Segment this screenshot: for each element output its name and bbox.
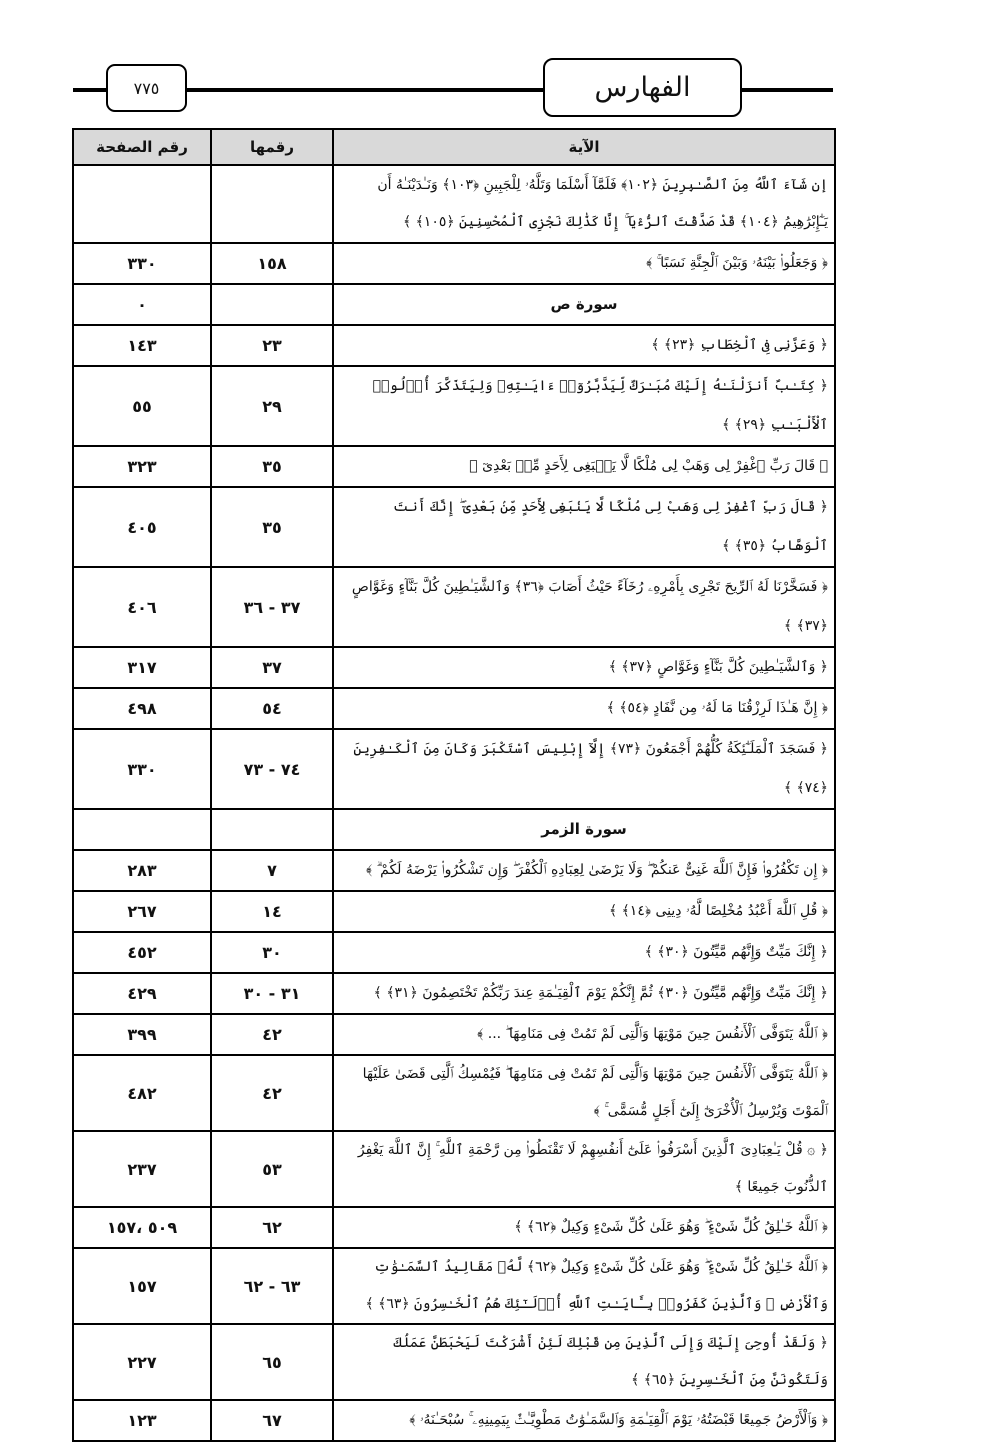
verse-number: ٣٥ [211,487,333,567]
verse-text: ﴿ فَسَجَدَ ٱلْمَلَـٰٓئِكَةُ كُلُّهُمْ أَجْمَعُونَ ﴿٧٣﴾ إِلَّآ إِبْلِيسَ ٱسْتَكْبَرَ وَكَانَ مِنَ ٱلْكَـٰفِرِينَ ﴿٧٤﴾ ﴾ [333,729,835,809]
page-reference: ٠ [73,284,211,325]
verse-number: ٣٧ [211,647,333,688]
verse-text: ﴿ ۞ قُلْ يَـٰعِبَادِىَ ٱلَّذِينَ أَسْرَفُوا۟ عَلَىٰٓ أَنفُسِهِمْ لَا تَقْنَطُوا۟ مِن رَّحْمَةِ ٱللَّهِ ۚ إِنَّ ٱللَّهَ يَغْفِرُ ٱلذُّنُوبَ جَمِيعًا ﴾ [333,1131,835,1207]
page-reference [73,165,211,243]
verse-number: ٦٣ - ٦٢ [211,1248,333,1324]
table-row [73,1014,835,1055]
table-row [73,1248,835,1324]
page-reference: ٤٠٦ [73,567,211,647]
verse-text: ﴿ إِنَّكَ مَيِّتٌ وَإِنَّهُم مَّيِّتُونَ ﴿٣٠﴾ ثُمَّ إِنَّكُمْ يَوْمَ ٱلْقِيَـٰمَةِ عِندَ رَبِّكُمْ تَخْتَصِمُونَ ﴿٣١﴾ ﴾ [333,973,835,1014]
verse-number: ١٤ [211,891,333,932]
header-rule-left [73,88,106,92]
page-reference: ٣٣٠ [73,729,211,809]
verse-text: ﴿ وَعَزَّنِى فِى ٱلْخِطَابِ ﴿٢٣﴾ ﴾ [333,325,835,366]
page-reference: ٤٢٩ [73,973,211,1014]
table-row [73,165,835,243]
table-row [73,1131,835,1207]
surah-heading-row [73,284,835,325]
table-row [73,932,835,973]
table-row [73,850,835,891]
verse-number: ٦٧ [211,1400,333,1441]
verse-text: ﴿ قُلِ ٱللَّهَ أَعْبُدُ مُخْلِصًا لَّهُۥ دِينِى ﴿١٤﴾ ﴾ [333,891,835,932]
verse-number: ٦٥ [211,1324,333,1400]
verse-text: ﴿ وَٱلْأَرْضُ جَمِيعًا قَبْضَتُهُۥ يَوْمَ ٱلْقِيَـٰمَةِ وَٱلسَّمَـٰوَٰتُ مَطْوِيَّـٰتٌۢ بِيَمِينِهِۦ ۚ سُبْحَـٰنَهُۥ ﴾ [333,1400,835,1441]
page-number: ٧٧٥ [106,64,187,112]
table-row [73,1324,835,1400]
page-reference: ٤٥٢ [73,932,211,973]
page-reference: ٣٢٣ [73,446,211,487]
column-header-page-number: رقم الصفحة [73,129,211,165]
header-rule-middle [183,88,543,92]
verse-number: ٤٢ [211,1055,333,1131]
page-reference: ١٥٧ [73,1248,211,1324]
table-row [73,567,835,647]
verse-number: ٤٢ [211,1014,333,1055]
verse-number: ٦٢ [211,1207,333,1248]
verse-number: ٣٧ - ٣٦ [211,567,333,647]
verse-number [211,284,333,325]
verse-number: ٣١ - ٣٠ [211,973,333,1014]
page-reference [73,809,211,850]
page-reference: ٣٣٠ [73,243,211,284]
table-body [73,165,835,1441]
verse-text: ﴿ ٱللَّهُ خَـٰلِقُ كُلِّ شَىْءٍ ۖ وَهُوَ عَلَىٰ كُلِّ شَىْءٍ وَكِيلٌ ﴿٦٢﴾ ﴾ [333,1207,835,1248]
page-reference: ٥٥ [73,366,211,446]
verse-text: ﴿ إِنَّ هَـٰذَا لَرِزْقُنَا مَا لَهُۥ مِن نَّفَادٍ ﴿٥٤﴾ ﴾ [333,688,835,729]
verse-number: ٥٤ [211,688,333,729]
page-reference: ٢٣٧ [73,1131,211,1207]
table-row [73,446,835,487]
verse-text: ﴿ فَسَخَّرْنَا لَهُ ٱلرِّيحَ تَجْرِى بِأَمْرِهِۦ رُخَآءً حَيْثُ أَصَابَ ﴿٣٦﴾ وَٱلشَّيَـٰطِينَ كُلَّ بَنَّآءٍ وَغَوَّاصٍ ﴿٣٧﴾ ﴾ [333,567,835,647]
page-reference: ٢٦٧ [73,891,211,932]
table-row [73,973,835,1014]
table-row [73,1055,835,1131]
verse-text: إن شَآءَ ٱللَّهُ مِنَ ٱلصَّـٰبِرِينَ ﴿١٠٢﴾ فَلَمَّآ أَسْلَمَا وَتَلَّهُۥ لِلْجَبِينِ ﴿١٠٣﴾ وَنَـٰدَيْنَـٰهُ أَن يَـٰٓإِبْرَٰهِيمُ ﴿١٠٤﴾ قَدْ صَدَّقْتَ ٱلرُّءْيَآ ۚ إِنَّا كَذَٰلِكَ نَجْزِى ٱلْمُحْسِنِينَ ﴿١٠٥﴾ ﴾ [333,165,835,243]
page-reference: ٣١٧ [73,647,211,688]
table-row [73,366,835,446]
verse-text: ﴿ كِتَـٰبٌ أَنزَلْنَـٰهُ إِلَيْكَ مُبَـٰرَكٌ لِّيَدَّبَّرُوٓا۟ ءَايَـٰتِهِۦ وَلِيَتَذَكَّرَ أُو۟لُوا۟ ٱلْأَلْبَـٰبِ ﴿٢٩﴾ ﴾ [333,366,835,446]
verse-number: ٢٩ [211,366,333,446]
page-reference: ١٢٣ [73,1400,211,1441]
verse-text: ﴿ ٱللَّهُ خَـٰلِقُ كُلِّ شَىْءٍ ۖ وَهُوَ عَلَىٰ كُلِّ شَىْءٍ وَكِيلٌ ﴿٦٢﴾ لَّهُۥ مَقَالِيدُ ٱلسَّمَـٰوَٰتِ وَٱلْأَرْضِ ۗ وَٱلَّذِينَ كَفَرُوا۟ بِـَٔايَـٰتِ ٱللَّهِ أُو۟لَـٰٓئِكَ هُمُ ٱلْخَـٰسِرُونَ ﴿٦٣﴾ ﴾ [333,1248,835,1324]
verse-number: ٣٠ [211,932,333,973]
verse-number [211,165,333,243]
verse-number: ٧ [211,850,333,891]
header-rule-right [738,88,833,92]
verse-text: ﴿ وَجَعَلُوا۟ بَيْنَهُۥ وَبَيْنَ ٱلْجِنَّةِ نَسَبًا ۚ ﴾ [333,243,835,284]
table-row [73,243,835,284]
page-reference: ٤٨٢ [73,1055,211,1131]
table-row [73,1400,835,1441]
column-header-verse: الآية [333,129,835,165]
verse-index-table [72,128,836,1442]
table-row [73,487,835,567]
page-reference: ٣٩٩ [73,1014,211,1055]
verse-text: ﴿ إِنَّكَ مَيِّتٌ وَإِنَّهُم مَّيِّتُونَ ﴿٣٠﴾ ﴾ [333,932,835,973]
verse-text: ﴿ وَلَقَدْ أُوحِىَ إِلَيْكَ وَإِلَى ٱلَّذِينَ مِن قَبْلِكَ لَئِنْ أَشْرَكْتَ لَيَحْبَطَنَّ عَمَلُكَ وَلَتَكُونَنَّ مِنَ ٱلْخَـٰسِرِينَ ﴿٦٥﴾ ﴾ [333,1324,835,1400]
table-row [73,729,835,809]
table-row [73,325,835,366]
verse-number: ٢٣ [211,325,333,366]
verse-text: ﴿ ٱللَّهُ يَتَوَفَّى ٱلْأَنفُسَ حِينَ مَوْتِهَا وَٱلَّتِى لَمْ تَمُتْ فِى مَنَامِهَا ۖ ... ﴾ [333,1014,835,1055]
verse-text: ﴿ قَالَ رَبِّ ٱغْفِرْ لِى وَهَبْ لِى مُلْكًا لَّا يَنۢبَغِى لِأَحَدٍ مِّنۢ بَعْدِىٓ ﴾ [333,446,835,487]
table-row [73,647,835,688]
verse-number: ٣٥ [211,446,333,487]
verse-number: ٥٣ [211,1131,333,1207]
verse-text: ﴿ إِن تَكْفُرُوا۟ فَإِنَّ ٱللَّهَ غَنِىٌّ عَنكُمْ ۖ وَلَا يَرْضَىٰ لِعِبَادِهِ ٱلْكُفْرَ ۖ وَإِن تَشْكُرُوا۟ يَرْضَهُ لَكُمْ ۗ ﴾ [333,850,835,891]
table-row [73,891,835,932]
verse-number: ١٥٨ [211,243,333,284]
page-reference: ١٤٣ [73,325,211,366]
surah-heading-row [73,809,835,850]
page-reference: ٥٠٩ ،١٥٧ [73,1207,211,1248]
table-row [73,1207,835,1248]
verse-number: ٧٤ - ٧٣ [211,729,333,809]
page-title: الفهارس [543,58,742,117]
verse-text: ﴿ وَٱلشَّيَـٰطِينَ كُلَّ بَنَّآءٍ وَغَوَّاصٍ ﴿٣٧﴾ ﴾ [333,647,835,688]
surah-title: سورة ص [333,284,835,325]
verse-text: ﴿ ٱللَّهُ يَتَوَفَّى ٱلْأَنفُسَ حِينَ مَوْتِهَا وَٱلَّتِى لَمْ تَمُتْ فِى مَنَامِهَا ۖ فَيُمْسِكُ ٱلَّتِى قَضَىٰ عَلَيْهَا ٱلْمَوْتَ وَيُرْسِلُ ٱلْأُخْرَىٰٓ إِلَىٰٓ أَجَلٍ مُّسَمًّى ۚ ﴾ [333,1055,835,1131]
verse-number [211,809,333,850]
page-reference: ٤٠٥ [73,487,211,567]
table-row [73,688,835,729]
page-reference: ٢٨٣ [73,850,211,891]
page-reference: ٢٢٧ [73,1324,211,1400]
table-header-row [73,129,835,165]
column-header-verse-number: رقمها [211,129,333,165]
surah-title: سورة الزمر [333,809,835,850]
verse-text: ﴿ قَالَ رَبِّ ٱغْفِرْ لِى وَهَبْ لِى مُلْكًا لَّا يَنۢبَغِى لِأَحَدٍ مِّنۢ بَعْدِىٓ ۖ إِنَّكَ أَنتَ ٱلْوَهَّابُ ﴿٣٥﴾ ﴾ [333,487,835,567]
page-reference: ٤٩٨ [73,688,211,729]
